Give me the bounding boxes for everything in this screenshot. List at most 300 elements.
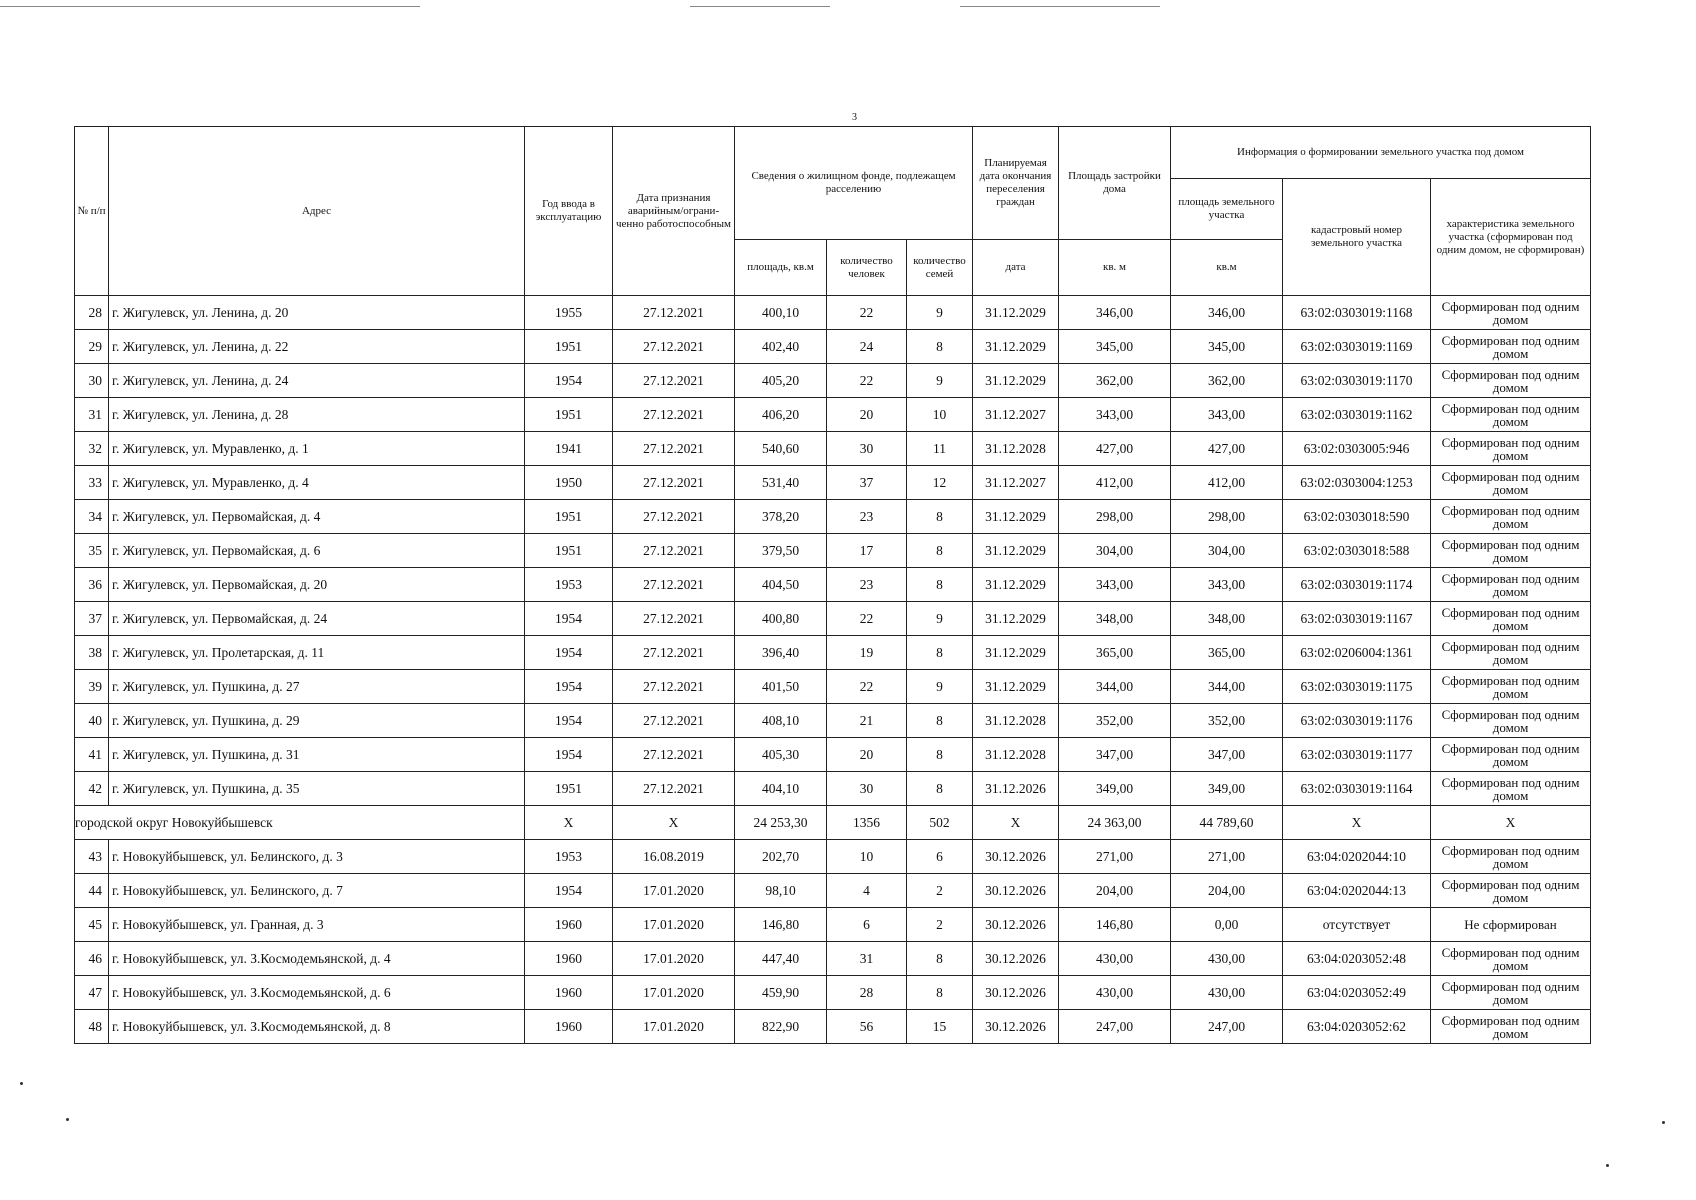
table-row: [75, 840, 1591, 874]
row-land-char: Сформирован под одним домом: [1431, 738, 1591, 772]
header-planned-date: Планируемая дата окончания переселения граждан: [973, 127, 1059, 240]
table-row: [75, 364, 1591, 398]
row-num: 30: [75, 364, 109, 398]
row-land-area: 345,00: [1171, 330, 1283, 364]
row-land-char: Сформирован под одним домом: [1431, 534, 1591, 568]
row-num: 48: [75, 1010, 109, 1044]
row-land-area: 346,00: [1171, 296, 1283, 330]
row-people: 19: [827, 636, 907, 670]
row-area: 98,10: [735, 874, 827, 908]
row-area: 405,20: [735, 364, 827, 398]
row-build-area: 412,00: [1059, 466, 1171, 500]
row-date: 27.12.2021: [613, 296, 735, 330]
row-date: 27.12.2021: [613, 568, 735, 602]
header-land-char: характеристика земельного участка (сформирован под одним домом, не сформирован): [1431, 179, 1591, 296]
row-cadastral: 63:02:0303019:1169: [1283, 330, 1431, 364]
row-land-char: Не сформирован: [1431, 908, 1591, 942]
row-families: 8: [907, 534, 973, 568]
row-build-area: 348,00: [1059, 602, 1171, 636]
row-planned-date: 30.12.2026: [973, 1010, 1059, 1044]
row-address: г. Жигулевск, ул. Первомайская, д. 20: [109, 568, 525, 602]
row-date: 17.01.2020: [613, 874, 735, 908]
row-families: 2: [907, 908, 973, 942]
row-land-area: 430,00: [1171, 942, 1283, 976]
row-address: г. Новокуйбышевск, ул. З.Космодемьянской, д. 4: [109, 942, 525, 976]
row-people: 23: [827, 500, 907, 534]
table-row: [75, 738, 1591, 772]
table-body-novokuybyshevsk: [75, 840, 1591, 1044]
row-date: 27.12.2021: [613, 704, 735, 738]
row-planned-date: 31.12.2029: [973, 330, 1059, 364]
row-build-area: 430,00: [1059, 942, 1171, 976]
row-build-area: 298,00: [1059, 500, 1171, 534]
row-land-area: 343,00: [1171, 398, 1283, 432]
row-date: 27.12.2021: [613, 602, 735, 636]
row-planned-date: 31.12.2029: [973, 534, 1059, 568]
scan-top-rule: [960, 6, 1160, 7]
row-land-area: 343,00: [1171, 568, 1283, 602]
row-year: 1953: [525, 840, 613, 874]
header-fund-people: количество человек: [827, 240, 907, 296]
table-row: [75, 466, 1591, 500]
row-land-area: 427,00: [1171, 432, 1283, 466]
row-people: 21: [827, 704, 907, 738]
row-land-area: 204,00: [1171, 874, 1283, 908]
row-people: 23: [827, 568, 907, 602]
row-build-area: 304,00: [1059, 534, 1171, 568]
row-address: г. Жигулевск, ул. Пушкина, д. 31: [109, 738, 525, 772]
row-date: 17.01.2020: [613, 1010, 735, 1044]
row-area: 378,20: [735, 500, 827, 534]
row-address: г. Жигулевск, ул. Пушкина, д. 29: [109, 704, 525, 738]
table-row: [75, 670, 1591, 704]
row-families: 8: [907, 500, 973, 534]
group-people: 1356: [827, 806, 907, 840]
row-date: 27.12.2021: [613, 772, 735, 806]
row-planned-date: 31.12.2029: [973, 500, 1059, 534]
row-area: 459,90: [735, 976, 827, 1010]
table-row: [75, 704, 1591, 738]
header-fund-area: площадь, кв.м: [735, 240, 827, 296]
row-people: 56: [827, 1010, 907, 1044]
row-num: 31: [75, 398, 109, 432]
group-build: 24 363,00: [1059, 806, 1171, 840]
row-land-area: 412,00: [1171, 466, 1283, 500]
table-row: [75, 398, 1591, 432]
housing-register-table: [74, 126, 1591, 1044]
row-year: 1955: [525, 296, 613, 330]
row-date: 17.01.2020: [613, 976, 735, 1010]
row-cadastral: 63:02:0303018:588: [1283, 534, 1431, 568]
table-row: [75, 1010, 1591, 1044]
row-date: 27.12.2021: [613, 432, 735, 466]
scan-top-rule: [690, 6, 830, 7]
scan-speck: [1606, 1164, 1609, 1167]
row-address: г. Жигулевск, ул. Пушкина, д. 35: [109, 772, 525, 806]
row-land-area: 430,00: [1171, 976, 1283, 1010]
header-cadastral: кадастровый номер земельного участка: [1283, 179, 1431, 296]
row-cadastral: отсутствует: [1283, 908, 1431, 942]
row-date: 27.12.2021: [613, 500, 735, 534]
row-build-area: 430,00: [1059, 976, 1171, 1010]
row-build-area: 349,00: [1059, 772, 1171, 806]
row-date: 17.01.2020: [613, 942, 735, 976]
row-address: г. Жигулевск, ул. Первомайская, д. 6: [109, 534, 525, 568]
row-area: 396,40: [735, 636, 827, 670]
row-date: 27.12.2021: [613, 636, 735, 670]
row-land-area: 352,00: [1171, 704, 1283, 738]
row-num: 47: [75, 976, 109, 1010]
row-date: 17.01.2020: [613, 908, 735, 942]
row-planned-date: 31.12.2029: [973, 636, 1059, 670]
row-people: 28: [827, 976, 907, 1010]
row-land-char: Сформирован под одним домом: [1431, 330, 1591, 364]
row-people: 4: [827, 874, 907, 908]
row-build-area: 271,00: [1059, 840, 1171, 874]
row-people: 20: [827, 738, 907, 772]
row-address: г. Жигулевск, ул. Пушкина, д. 27: [109, 670, 525, 704]
group-planned: X: [973, 806, 1059, 840]
row-families: 8: [907, 568, 973, 602]
row-people: 30: [827, 772, 907, 806]
row-land-char: Сформирован под одним домом: [1431, 398, 1591, 432]
table-row: [75, 976, 1591, 1010]
row-address: г. Жигулевск, ул. Первомайская, д. 4: [109, 500, 525, 534]
row-area: 447,40: [735, 942, 827, 976]
row-land-char: Сформирован под одним домом: [1431, 500, 1591, 534]
row-people: 24: [827, 330, 907, 364]
row-planned-date: 30.12.2026: [973, 908, 1059, 942]
row-land-area: 0,00: [1171, 908, 1283, 942]
row-families: 8: [907, 704, 973, 738]
group-area: 24 253,30: [735, 806, 827, 840]
row-address: г. Новокуйбышевск, ул. Гранная, д. 3: [109, 908, 525, 942]
row-people: 10: [827, 840, 907, 874]
row-year: 1954: [525, 636, 613, 670]
row-land-area: 344,00: [1171, 670, 1283, 704]
row-land-char: Сформирован под одним домом: [1431, 432, 1591, 466]
row-area: 379,50: [735, 534, 827, 568]
row-land-area: 348,00: [1171, 602, 1283, 636]
row-planned-date: 30.12.2026: [973, 976, 1059, 1010]
row-land-char: Сформирован под одним домом: [1431, 602, 1591, 636]
row-people: 30: [827, 432, 907, 466]
header-fund-families: количество семей: [907, 240, 973, 296]
table-row: [75, 432, 1591, 466]
row-date: 27.12.2021: [613, 466, 735, 500]
table-body-zhigulevsk: [75, 296, 1591, 806]
row-area: 404,50: [735, 568, 827, 602]
row-cadastral: 63:02:0206004:1361: [1283, 636, 1431, 670]
row-planned-date: 30.12.2026: [973, 874, 1059, 908]
row-year: 1951: [525, 330, 613, 364]
row-families: 8: [907, 330, 973, 364]
row-cadastral: 63:02:0303019:1175: [1283, 670, 1431, 704]
row-date: 27.12.2021: [613, 398, 735, 432]
row-land-char: Сформирован под одним домом: [1431, 772, 1591, 806]
row-families: 8: [907, 942, 973, 976]
table-row: [75, 636, 1591, 670]
row-land-area: 347,00: [1171, 738, 1283, 772]
row-num: 40: [75, 704, 109, 738]
row-families: 9: [907, 364, 973, 398]
header-land-info: Информация о формировании земельного участка под домом: [1171, 127, 1591, 179]
row-planned-date: 31.12.2026: [973, 772, 1059, 806]
row-people: 31: [827, 942, 907, 976]
row-build-area: 365,00: [1059, 636, 1171, 670]
row-date: 27.12.2021: [613, 534, 735, 568]
row-land-char: Сформирован под одним домом: [1431, 636, 1591, 670]
row-people: 22: [827, 364, 907, 398]
row-land-char: Сформирован под одним домом: [1431, 874, 1591, 908]
row-area: 401,50: [735, 670, 827, 704]
row-families: 12: [907, 466, 973, 500]
row-land-char: Сформирован под одним домом: [1431, 364, 1591, 398]
row-build-area: 344,00: [1059, 670, 1171, 704]
row-people: 6: [827, 908, 907, 942]
row-planned-date: 31.12.2027: [973, 398, 1059, 432]
page-number: 3: [852, 112, 857, 123]
row-num: 36: [75, 568, 109, 602]
table-row: [75, 500, 1591, 534]
group-row: [75, 806, 1591, 840]
row-planned-date: 30.12.2026: [973, 840, 1059, 874]
row-address: г. Жигулевск, ул. Первомайская, д. 24: [109, 602, 525, 636]
row-cadastral: 63:04:0202044:13: [1283, 874, 1431, 908]
group-year: X: [525, 806, 613, 840]
row-year: 1950: [525, 466, 613, 500]
row-land-char: Сформирован под одним домом: [1431, 704, 1591, 738]
header-build-area: Площадь застройки дома: [1059, 127, 1171, 240]
header-build-area-sub: кв. м: [1059, 240, 1171, 296]
row-area: 404,10: [735, 772, 827, 806]
row-area: 822,90: [735, 1010, 827, 1044]
row-land-char: Сформирован под одним домом: [1431, 568, 1591, 602]
row-num: 32: [75, 432, 109, 466]
table-row: [75, 942, 1591, 976]
group-char: X: [1431, 806, 1591, 840]
row-people: 37: [827, 466, 907, 500]
row-cadastral: 63:02:0303019:1167: [1283, 602, 1431, 636]
row-families: 9: [907, 602, 973, 636]
row-people: 20: [827, 398, 907, 432]
row-land-char: Сформирован под одним домом: [1431, 670, 1591, 704]
table-row: [75, 568, 1591, 602]
row-num: 38: [75, 636, 109, 670]
row-year: 1954: [525, 364, 613, 398]
row-land-area: 349,00: [1171, 772, 1283, 806]
row-planned-date: 30.12.2026: [973, 942, 1059, 976]
row-cadastral: 63:04:0203052:49: [1283, 976, 1431, 1010]
scan-top-rule: [0, 6, 420, 7]
table-row: [75, 908, 1591, 942]
row-land-char: Сформирован под одним домом: [1431, 466, 1591, 500]
scan-speck: [20, 1082, 23, 1085]
row-families: 15: [907, 1010, 973, 1044]
row-build-area: 247,00: [1059, 1010, 1171, 1044]
table-row: [75, 534, 1591, 568]
row-cadastral: 63:02:0303004:1253: [1283, 466, 1431, 500]
row-address: г. Новокуйбышевск, ул. З.Космодемьянской, д. 8: [109, 1010, 525, 1044]
row-year: 1941: [525, 432, 613, 466]
header-land-area: площадь земельного участка: [1171, 179, 1283, 240]
row-num: 44: [75, 874, 109, 908]
table-row: [75, 874, 1591, 908]
row-area: 400,10: [735, 296, 827, 330]
row-families: 11: [907, 432, 973, 466]
row-land-area: 271,00: [1171, 840, 1283, 874]
group-date: X: [613, 806, 735, 840]
row-build-area: 352,00: [1059, 704, 1171, 738]
row-planned-date: 31.12.2028: [973, 704, 1059, 738]
row-date: 27.12.2021: [613, 330, 735, 364]
row-num: 29: [75, 330, 109, 364]
row-num: 39: [75, 670, 109, 704]
group-families: 502: [907, 806, 973, 840]
row-planned-date: 31.12.2029: [973, 602, 1059, 636]
row-date: 27.12.2021: [613, 364, 735, 398]
row-year: 1954: [525, 670, 613, 704]
row-build-area: 347,00: [1059, 738, 1171, 772]
row-year: 1960: [525, 908, 613, 942]
row-cadastral: 63:02:0303005:946: [1283, 432, 1431, 466]
row-families: 9: [907, 296, 973, 330]
row-area: 406,20: [735, 398, 827, 432]
row-families: 8: [907, 772, 973, 806]
row-planned-date: 31.12.2029: [973, 568, 1059, 602]
scan-speck: [66, 1118, 69, 1121]
row-year: 1954: [525, 874, 613, 908]
row-num: 28: [75, 296, 109, 330]
row-area: 402,40: [735, 330, 827, 364]
row-build-area: 343,00: [1059, 398, 1171, 432]
row-num: 45: [75, 908, 109, 942]
row-address: г. Жигулевск, ул. Ленина, д. 20: [109, 296, 525, 330]
table-header: [75, 127, 1591, 296]
row-families: 9: [907, 670, 973, 704]
row-planned-date: 31.12.2028: [973, 432, 1059, 466]
row-families: 10: [907, 398, 973, 432]
row-address: г. Жигулевск, ул. Муравленко, д. 4: [109, 466, 525, 500]
row-area: 408,10: [735, 704, 827, 738]
group-land: 44 789,60: [1171, 806, 1283, 840]
row-land-area: 304,00: [1171, 534, 1283, 568]
row-area: 202,70: [735, 840, 827, 874]
row-planned-date: 31.12.2027: [973, 466, 1059, 500]
row-land-area: 362,00: [1171, 364, 1283, 398]
row-cadastral: 63:04:0203052:62: [1283, 1010, 1431, 1044]
table-row: [75, 330, 1591, 364]
row-address: г. Жигулевск, ул. Пролетарская, д. 11: [109, 636, 525, 670]
row-address: г. Новокуйбышевск, ул. З.Космодемьянской, д. 6: [109, 976, 525, 1010]
row-land-area: 247,00: [1171, 1010, 1283, 1044]
row-families: 2: [907, 874, 973, 908]
row-land-char: Сформирован под одним домом: [1431, 976, 1591, 1010]
row-cadastral: 63:02:0303018:590: [1283, 500, 1431, 534]
row-people: 22: [827, 602, 907, 636]
header-planned-date-sub: дата: [973, 240, 1059, 296]
row-planned-date: 31.12.2028: [973, 738, 1059, 772]
row-build-area: 204,00: [1059, 874, 1171, 908]
row-num: 42: [75, 772, 109, 806]
row-cadastral: 63:02:0303019:1174: [1283, 568, 1431, 602]
row-address: г. Жигулевск, ул. Ленина, д. 22: [109, 330, 525, 364]
row-address: г. Новокуйбышевск, ул. Белинского, д. 7: [109, 874, 525, 908]
row-people: 17: [827, 534, 907, 568]
header-fund-info: Сведения о жилищном фонде, подлежащем расселению: [735, 127, 973, 240]
row-land-area: 365,00: [1171, 636, 1283, 670]
row-num: 41: [75, 738, 109, 772]
header-land-area-sub: кв.м: [1171, 240, 1283, 296]
row-year: 1951: [525, 534, 613, 568]
row-cadastral: 63:02:0303019:1162: [1283, 398, 1431, 432]
row-year: 1951: [525, 500, 613, 534]
row-year: 1953: [525, 568, 613, 602]
row-cadastral: 63:02:0303019:1168: [1283, 296, 1431, 330]
row-cadastral: 63:02:0303019:1164: [1283, 772, 1431, 806]
row-land-char: Сформирован под одним домом: [1431, 1010, 1591, 1044]
row-num: 46: [75, 942, 109, 976]
row-num: 35: [75, 534, 109, 568]
group-total: [75, 806, 1591, 840]
row-year: 1960: [525, 1010, 613, 1044]
row-year: 1951: [525, 772, 613, 806]
header-date-recognized: Дата признания аварийным/ограни-ченно работоспособным: [613, 127, 735, 296]
header-num: № п/п: [75, 127, 109, 296]
row-cadastral: 63:02:0303019:1170: [1283, 364, 1431, 398]
row-build-area: 345,00: [1059, 330, 1171, 364]
row-area: 531,40: [735, 466, 827, 500]
row-planned-date: 31.12.2029: [973, 670, 1059, 704]
row-land-char: Сформирован под одним домом: [1431, 840, 1591, 874]
row-year: 1954: [525, 602, 613, 636]
row-families: 8: [907, 738, 973, 772]
row-land-area: 298,00: [1171, 500, 1283, 534]
row-land-char: Сформирован под одним домом: [1431, 942, 1591, 976]
row-num: 34: [75, 500, 109, 534]
group-cadastral: X: [1283, 806, 1431, 840]
row-year: 1960: [525, 942, 613, 976]
row-year: 1954: [525, 704, 613, 738]
row-address: г. Новокуйбышевск, ул. Белинского, д. 3: [109, 840, 525, 874]
header-address: Адрес: [109, 127, 525, 296]
row-planned-date: 31.12.2029: [973, 296, 1059, 330]
scan-speck: [1662, 1121, 1665, 1124]
row-families: 8: [907, 976, 973, 1010]
row-area: 405,30: [735, 738, 827, 772]
row-people: 22: [827, 670, 907, 704]
row-num: 37: [75, 602, 109, 636]
row-area: 400,80: [735, 602, 827, 636]
row-date: 27.12.2021: [613, 738, 735, 772]
table-row: [75, 772, 1591, 806]
row-year: 1951: [525, 398, 613, 432]
row-build-area: 427,00: [1059, 432, 1171, 466]
row-num: 43: [75, 840, 109, 874]
header-year-built: Год ввода в эксплуатацию: [525, 127, 613, 296]
row-address: г. Жигулевск, ул. Муравленко, д. 1: [109, 432, 525, 466]
table-row: [75, 602, 1591, 636]
row-year: 1954: [525, 738, 613, 772]
row-cadastral: 63:04:0202044:10: [1283, 840, 1431, 874]
row-date: 27.12.2021: [613, 670, 735, 704]
row-planned-date: 31.12.2029: [973, 364, 1059, 398]
row-cadastral: 63:02:0303019:1177: [1283, 738, 1431, 772]
row-build-area: 362,00: [1059, 364, 1171, 398]
row-families: 8: [907, 636, 973, 670]
group-name: городской округ Новокуйбышевск: [75, 806, 525, 840]
row-year: 1960: [525, 976, 613, 1010]
